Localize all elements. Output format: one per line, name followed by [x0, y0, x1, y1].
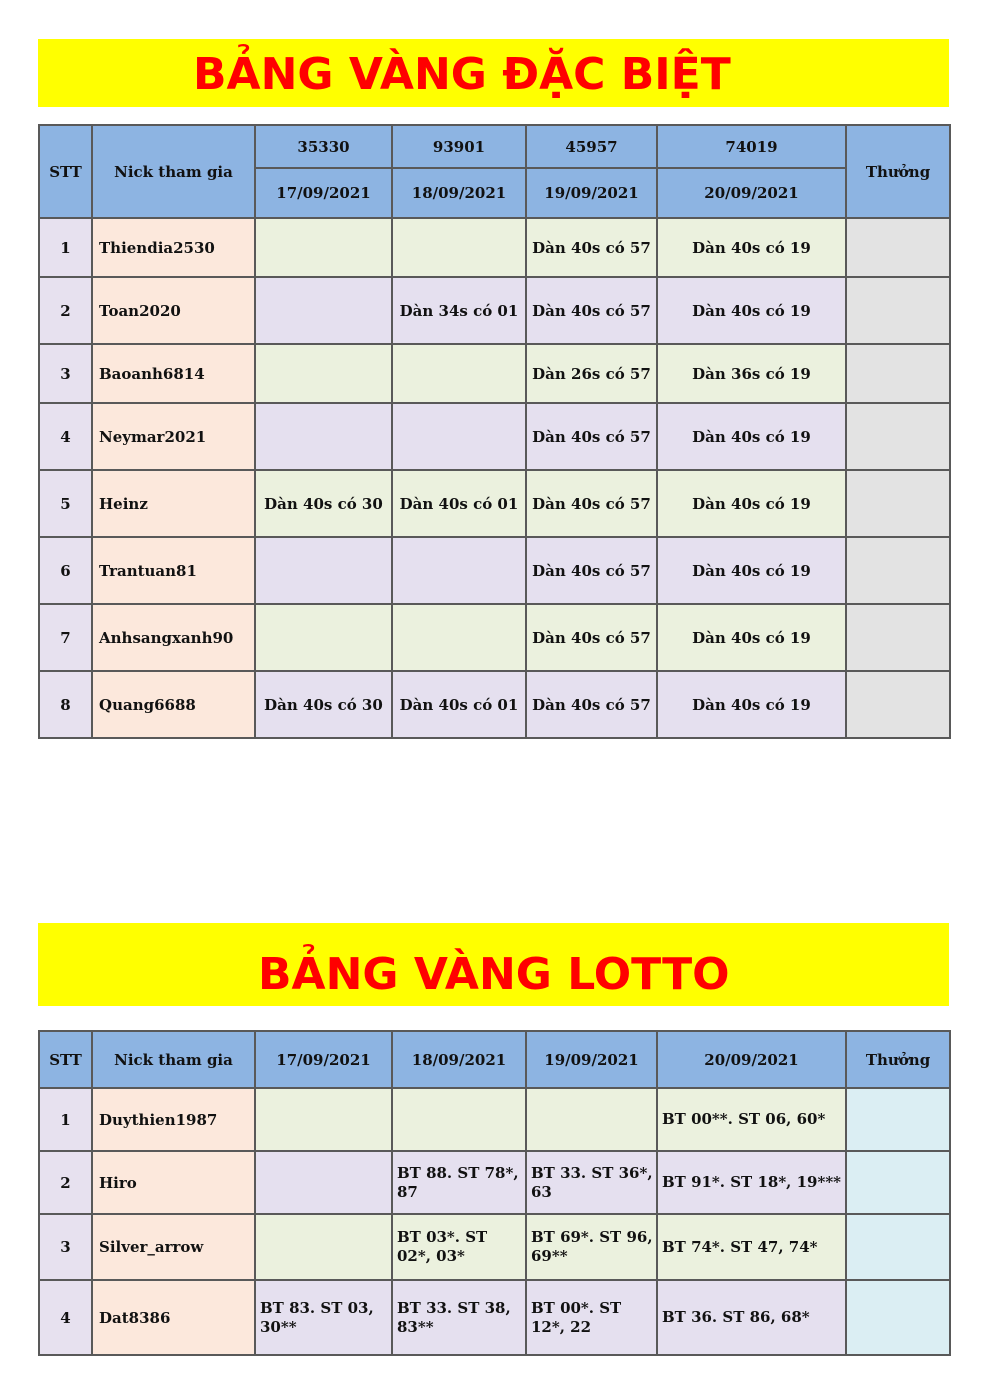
day-entry: Dàn 40s có 19	[657, 403, 846, 470]
nick-name: Baoanh6814	[92, 344, 255, 403]
row-number: 1	[39, 218, 92, 277]
day-entry	[255, 1088, 392, 1151]
day-entry: Dàn 40s có 57	[526, 218, 657, 277]
day-entry: BT 03*. ST 02*, 03*	[392, 1214, 526, 1280]
result-number: 93901	[392, 125, 526, 168]
day-entry	[255, 604, 392, 671]
table-row	[39, 277, 950, 344]
day-entry	[255, 344, 392, 403]
reward-cell	[846, 671, 950, 738]
reward-cell	[846, 604, 950, 671]
row-number: 4	[39, 403, 92, 470]
day-entry: Dàn 40s có 19	[657, 277, 846, 344]
special-header-row-results	[39, 125, 950, 168]
day-entry	[392, 1088, 526, 1151]
day-entry: BT 36. ST 86, 68*	[657, 1280, 846, 1355]
lotto-title-banner	[38, 923, 949, 1006]
reward-cell	[846, 1214, 950, 1280]
header-date: 20/09/2021	[657, 1031, 846, 1088]
day-entry	[526, 1088, 657, 1151]
row-number: 8	[39, 671, 92, 738]
nick-name: Trantuan81	[92, 537, 255, 604]
table-row	[39, 1280, 950, 1355]
row-number: 5	[39, 470, 92, 537]
row-number: 2	[39, 277, 92, 344]
reward-cell	[846, 218, 950, 277]
day-entry: BT 83. ST 03, 30**	[255, 1280, 392, 1355]
reward-cell	[846, 1280, 950, 1355]
day-entry: BT 00**. ST 06, 60*	[657, 1088, 846, 1151]
header-date: 17/09/2021	[255, 168, 392, 218]
day-entry: Dàn 40s có 30	[255, 470, 392, 537]
day-entry: BT 91*. ST 18*, 19***	[657, 1151, 846, 1214]
header-date: 20/09/2021	[657, 168, 846, 218]
table-row	[39, 604, 950, 671]
day-entry	[255, 277, 392, 344]
header-date: 19/09/2021	[526, 1031, 657, 1088]
day-entry: BT 74*. ST 47, 74*	[657, 1214, 846, 1280]
nick-name: Silver_arrow	[92, 1214, 255, 1280]
day-entry	[392, 218, 526, 277]
lotto-title: BẢNG VÀNG LOTTO	[258, 949, 730, 1000]
day-entry	[392, 537, 526, 604]
lotto-header-row	[39, 1031, 950, 1088]
day-entry: Dàn 36s có 19	[657, 344, 846, 403]
nick-name: Thiendia2530	[92, 218, 255, 277]
nick-name: Hiro	[92, 1151, 255, 1214]
table-row	[39, 671, 950, 738]
day-entry	[255, 403, 392, 470]
reward-cell	[846, 537, 950, 604]
nick-name: Quang6688	[92, 671, 255, 738]
table-row	[39, 403, 950, 470]
header-reward: Thưởng	[846, 1031, 950, 1088]
day-entry: Dàn 26s có 57	[526, 344, 657, 403]
lotto-table	[38, 1030, 951, 1356]
row-number: 7	[39, 604, 92, 671]
table-row	[39, 470, 950, 537]
table-row	[39, 1088, 950, 1151]
header-date: 18/09/2021	[392, 168, 526, 218]
day-entry: Dàn 40s có 01	[392, 470, 526, 537]
reward-cell	[846, 344, 950, 403]
nick-name: Heinz	[92, 470, 255, 537]
day-entry	[392, 403, 526, 470]
header-date: 18/09/2021	[392, 1031, 526, 1088]
row-number: 2	[39, 1151, 92, 1214]
nick-name: Neymar2021	[92, 403, 255, 470]
day-entry: Dàn 40s có 57	[526, 277, 657, 344]
day-entry: Dàn 34s có 01	[392, 277, 526, 344]
header-stt: STT	[39, 1031, 92, 1088]
reward-cell	[846, 470, 950, 537]
header-stt: STT	[39, 125, 92, 218]
day-entry: Dàn 40s có 57	[526, 470, 657, 537]
special-title: BẢNG VÀNG ĐẶC BIỆT	[193, 49, 731, 100]
day-entry: Dàn 40s có 30	[255, 671, 392, 738]
table-row	[39, 1214, 950, 1280]
row-number: 4	[39, 1280, 92, 1355]
day-entry: Dàn 40s có 57	[526, 403, 657, 470]
header-reward: Thưởng	[846, 125, 950, 218]
day-entry: BT 33. ST 38, 83**	[392, 1280, 526, 1355]
nick-name: Anhsangxanh90	[92, 604, 255, 671]
day-entry: Dàn 40s có 19	[657, 604, 846, 671]
special-title-banner	[38, 39, 949, 107]
day-entry	[392, 604, 526, 671]
row-number: 3	[39, 1214, 92, 1280]
row-number: 3	[39, 344, 92, 403]
header-date: 19/09/2021	[526, 168, 657, 218]
reward-cell	[846, 1151, 950, 1214]
reward-cell	[846, 403, 950, 470]
day-entry: BT 33. ST 36*, 63	[526, 1151, 657, 1214]
day-entry: Dàn 40s có 19	[657, 218, 846, 277]
table-row	[39, 218, 950, 277]
row-number: 6	[39, 537, 92, 604]
day-entry: Dàn 40s có 01	[392, 671, 526, 738]
reward-cell	[846, 277, 950, 344]
day-entry: Dàn 40s có 19	[657, 470, 846, 537]
reward-cell	[846, 1088, 950, 1151]
header-nick: Nick tham gia	[92, 125, 255, 218]
table-row	[39, 1151, 950, 1214]
day-entry: Dàn 40s có 57	[526, 604, 657, 671]
special-table	[38, 124, 951, 739]
header-date: 17/09/2021	[255, 1031, 392, 1088]
result-number: 45957	[526, 125, 657, 168]
nick-name: Dat8386	[92, 1280, 255, 1355]
day-entry: Dàn 40s có 19	[657, 537, 846, 604]
day-entry: Dàn 40s có 57	[526, 537, 657, 604]
nick-name: Toan2020	[92, 277, 255, 344]
result-number: 35330	[255, 125, 392, 168]
header-nick: Nick tham gia	[92, 1031, 255, 1088]
table-row	[39, 344, 950, 403]
day-entry: Dàn 40s có 57	[526, 671, 657, 738]
nick-name: Duythien1987	[92, 1088, 255, 1151]
day-entry: BT 69*. ST 96, 69**	[526, 1214, 657, 1280]
row-number: 1	[39, 1088, 92, 1151]
day-entry	[255, 1151, 392, 1214]
day-entry	[255, 537, 392, 604]
day-entry: Dàn 40s có 19	[657, 671, 846, 738]
day-entry: BT 00*. ST 12*, 22	[526, 1280, 657, 1355]
day-entry	[392, 344, 526, 403]
day-entry: BT 88. ST 78*, 87	[392, 1151, 526, 1214]
day-entry	[255, 1214, 392, 1280]
table-row	[39, 537, 950, 604]
result-number: 74019	[657, 125, 846, 168]
day-entry	[255, 218, 392, 277]
